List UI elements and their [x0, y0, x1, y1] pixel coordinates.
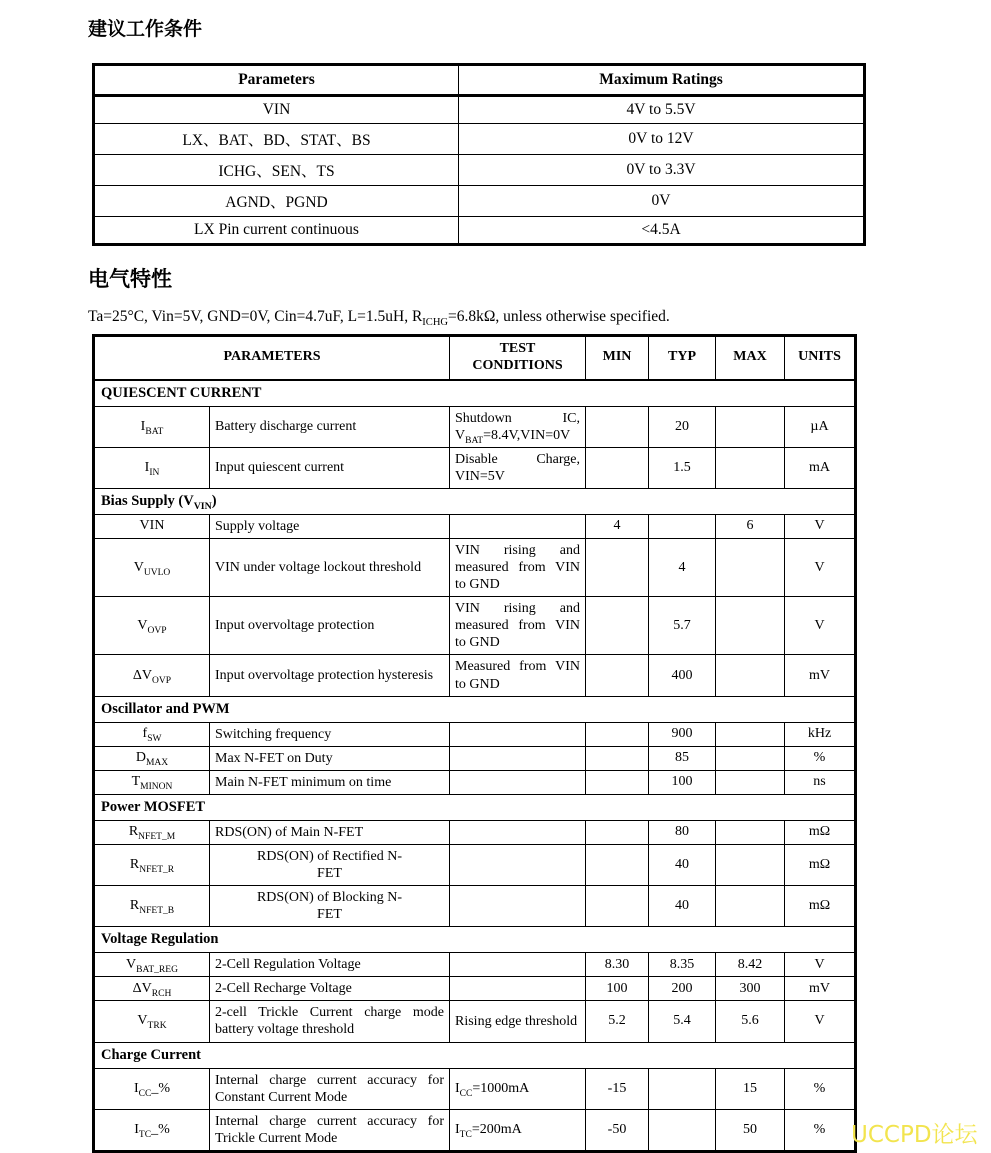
parameter-symbol: $R_{NFET\_B}$	[94, 886, 210, 927]
parameter-row	[94, 977, 856, 1001]
max-value: 50	[716, 1109, 785, 1151]
watermark: UCCPD论坛	[851, 1122, 978, 1148]
test-condition: VIN rising and measured from VIN to GND	[450, 597, 586, 655]
max-value	[716, 655, 785, 696]
parameter-row	[94, 746, 856, 770]
min-value: 5.2	[586, 1001, 649, 1042]
unit: V	[785, 514, 856, 538]
section-row	[94, 380, 856, 407]
typ-value: 4	[649, 538, 716, 596]
test-condition	[450, 820, 586, 844]
min-value	[586, 447, 649, 488]
max-value: 6	[716, 514, 785, 538]
test-condition	[450, 514, 586, 538]
parameter-description: Switching frequency	[210, 722, 450, 746]
parameter-symbol: VIN	[94, 514, 210, 538]
parameter-name: ICHG、SEN、TS	[94, 155, 459, 186]
unit: ns	[785, 770, 856, 794]
max-value: 5.6	[716, 1001, 785, 1042]
typ-value: 100	[649, 770, 716, 794]
column-header: MIN	[586, 336, 649, 380]
unit: %	[785, 1068, 856, 1109]
section-row	[94, 488, 856, 514]
parameter-row	[94, 1068, 856, 1109]
min-value: -15	[586, 1068, 649, 1109]
test-condition: Disable Charge, VIN=5V	[450, 447, 586, 488]
parameter-symbol: $T_{MINON}$	[94, 770, 210, 794]
min-value	[586, 770, 649, 794]
parameter-description: Internal charge current accuracy for Trickle Current Mode	[210, 1109, 450, 1151]
min-value	[586, 597, 649, 655]
test-condition: Measured from VIN to GND	[450, 655, 586, 696]
test-conditions-note: Ta=25°C, Vin=5V, GND=0V, Cin=4.7uF, L=1.5uH, $R_{ICHG}=6.8k\Omega$, unless otherwise specified.	[88, 308, 670, 329]
maximum-rating-value: 0V to 12V	[459, 124, 865, 155]
unit: V	[785, 953, 856, 977]
typ-value: 200	[649, 977, 716, 1001]
parameter-description: RDS(ON) of Blocking N- FET	[210, 886, 450, 927]
max-rating-row	[94, 186, 865, 217]
typ-value	[649, 1068, 716, 1109]
parameter-name: AGND、PGND	[94, 186, 459, 217]
min-value	[586, 746, 649, 770]
typ-value: 85	[649, 746, 716, 770]
max-rating-row	[94, 124, 865, 155]
min-value: 100	[586, 977, 649, 1001]
test-condition: VIN rising and measured from VIN to GND	[450, 538, 586, 596]
section-label: Oscillator and PWM	[94, 696, 856, 722]
parameter-row	[94, 447, 856, 488]
min-value	[586, 844, 649, 885]
parameter-name: LX、BAT、BD、STAT、BS	[94, 124, 459, 155]
max-value	[716, 406, 785, 447]
max-rating-row	[94, 155, 865, 186]
section-row	[94, 696, 856, 722]
parameter-row	[94, 770, 856, 794]
parameter-description: VIN under voltage lockout threshold	[210, 538, 450, 596]
typ-value: 5.7	[649, 597, 716, 655]
parameter-name: VIN	[94, 96, 459, 124]
parameter-name: LX Pin current continuous	[94, 217, 459, 245]
parameter-description: 2-Cell Regulation Voltage	[210, 953, 450, 977]
min-value	[586, 406, 649, 447]
max-value	[716, 820, 785, 844]
parameter-symbol: $I_{CC}\_\%$	[94, 1068, 210, 1109]
test-condition	[450, 844, 586, 885]
parameter-description: Input quiescent current	[210, 447, 450, 488]
parameter-symbol: $R_{NFET\_M}$	[94, 820, 210, 844]
max-value: 15	[716, 1068, 785, 1109]
parameter-symbol: $D_{MAX}$	[94, 746, 210, 770]
parameter-description: RDS(ON) of Rectified N- FET	[210, 844, 450, 885]
unit: µA	[785, 406, 856, 447]
parameter-row	[94, 722, 856, 746]
typ-value: 1.5	[649, 447, 716, 488]
typ-value: 8.35	[649, 953, 716, 977]
column-header: PARAMETERS	[94, 336, 450, 380]
section-row	[94, 927, 856, 953]
parameter-description: 2-cell Trickle Current charge mode battery voltage threshold	[210, 1001, 450, 1042]
column-header: Parameters	[94, 65, 459, 96]
parameter-description: Battery discharge current	[210, 406, 450, 447]
section-row	[94, 1042, 856, 1068]
parameter-description: RDS(ON) of Main N-FET	[210, 820, 450, 844]
typ-value	[649, 1109, 716, 1151]
parameter-row	[94, 514, 856, 538]
max-value	[716, 770, 785, 794]
section-label: Bias Supply $(V_{VIN})$	[94, 488, 856, 514]
max-value: 8.42	[716, 953, 785, 977]
parameter-row	[94, 886, 856, 927]
typ-value: 40	[649, 886, 716, 927]
typ-value: 5.4	[649, 1001, 716, 1042]
column-header: TYP	[649, 336, 716, 380]
unit: mA	[785, 447, 856, 488]
test-condition: Rising edge threshold	[450, 1001, 586, 1042]
max-rating-row	[94, 217, 865, 245]
parameter-symbol: $V_{UVLO}$	[94, 538, 210, 596]
unit: V	[785, 1001, 856, 1042]
max-value	[716, 722, 785, 746]
min-value	[586, 820, 649, 844]
min-value	[586, 886, 649, 927]
parameter-description: Input overvoltage protection hysteresis	[210, 655, 450, 696]
maximum-rating-value: <4.5A	[459, 217, 865, 245]
parameter-description: Max N-FET on Duty	[210, 746, 450, 770]
typ-value: 400	[649, 655, 716, 696]
section-label: QUIESCENT CURRENT	[94, 380, 856, 407]
typ-value: 40	[649, 844, 716, 885]
max-ratings-table	[92, 63, 866, 246]
parameter-symbol: $\Delta V_{OVP}$	[94, 655, 210, 696]
parameter-row	[94, 820, 856, 844]
min-value: 4	[586, 514, 649, 538]
max-value	[716, 844, 785, 885]
test-condition: Shutdown IC, $V_{BAT}=8.4V,VIN=0V$	[450, 406, 586, 447]
parameter-symbol: $V_{TRK}$	[94, 1001, 210, 1042]
unit: mΩ	[785, 886, 856, 927]
parameter-symbol: $I_{BAT}$	[94, 406, 210, 447]
section-title-electrical-characteristics: 电气特性	[88, 267, 172, 291]
section-row	[94, 794, 856, 820]
parameter-symbol: $R_{NFET\_R}$	[94, 844, 210, 885]
parameter-row	[94, 538, 856, 596]
test-condition	[450, 953, 586, 977]
test-condition	[450, 770, 586, 794]
parameter-row	[94, 597, 856, 655]
electrical-characteristics-table	[92, 334, 857, 1153]
parameter-row	[94, 1109, 856, 1151]
min-value	[586, 655, 649, 696]
unit: mV	[785, 977, 856, 1001]
max-value: 300	[716, 977, 785, 1001]
parameter-description: Input overvoltage protection	[210, 597, 450, 655]
max-ratings-header-row	[94, 65, 865, 96]
section-label: Power MOSFET	[94, 794, 856, 820]
test-condition	[450, 886, 586, 927]
parameter-row	[94, 844, 856, 885]
maximum-rating-value: 0V	[459, 186, 865, 217]
parameter-symbol: $V_{BAT\_REG}$	[94, 953, 210, 977]
section-label: Charge Current	[94, 1042, 856, 1068]
column-header: UNITS	[785, 336, 856, 380]
parameter-row	[94, 953, 856, 977]
typ-value: 900	[649, 722, 716, 746]
parameter-row	[94, 655, 856, 696]
parameter-row	[94, 406, 856, 447]
parameter-symbol: $I_{IN}$	[94, 447, 210, 488]
parameter-symbol: $\Delta V_{RCH}$	[94, 977, 210, 1001]
parameter-description: Internal charge current accuracy for Constant Current Mode	[210, 1068, 450, 1109]
test-condition	[450, 977, 586, 1001]
unit: kHz	[785, 722, 856, 746]
unit: mV	[785, 655, 856, 696]
test-condition	[450, 722, 586, 746]
test-condition: $I_{CC}=1000mA$	[450, 1068, 586, 1109]
max-value	[716, 886, 785, 927]
max-value	[716, 746, 785, 770]
unit: mΩ	[785, 820, 856, 844]
unit: %	[785, 746, 856, 770]
min-value: -50	[586, 1109, 649, 1151]
parameter-description: Main N-FET minimum on time	[210, 770, 450, 794]
unit: V	[785, 538, 856, 596]
max-value	[716, 597, 785, 655]
test-condition	[450, 746, 586, 770]
min-value	[586, 538, 649, 596]
parameter-row	[94, 1001, 856, 1042]
section-label: Voltage Regulation	[94, 927, 856, 953]
parameter-symbol: $I_{TC}\_\%$	[94, 1109, 210, 1151]
maximum-rating-value: 4V to 5.5V	[459, 96, 865, 124]
typ-value: 20	[649, 406, 716, 447]
min-value	[586, 722, 649, 746]
maximum-rating-value: 0V to 3.3V	[459, 155, 865, 186]
max-rating-row	[94, 96, 865, 124]
parameter-description: Supply voltage	[210, 514, 450, 538]
column-header: Maximum Ratings	[459, 65, 865, 96]
unit: mΩ	[785, 844, 856, 885]
max-value	[716, 447, 785, 488]
typ-value	[649, 514, 716, 538]
parameter-description: 2-Cell Recharge Voltage	[210, 977, 450, 1001]
min-value: 8.30	[586, 953, 649, 977]
parameter-symbol: $V_{OVP}$	[94, 597, 210, 655]
section-title-recommended-operating-conditions: 建议工作条件	[88, 19, 203, 40]
test-condition: $I_{TC}=200mA$	[450, 1109, 586, 1151]
parameter-symbol: $f_{SW}$	[94, 722, 210, 746]
column-header: TEST CONDITIONS	[450, 336, 586, 380]
typ-value: 80	[649, 820, 716, 844]
column-header: MAX	[716, 336, 785, 380]
electrical-header-row	[94, 336, 856, 380]
unit: V	[785, 597, 856, 655]
unit: %	[785, 1109, 856, 1151]
max-value	[716, 538, 785, 596]
